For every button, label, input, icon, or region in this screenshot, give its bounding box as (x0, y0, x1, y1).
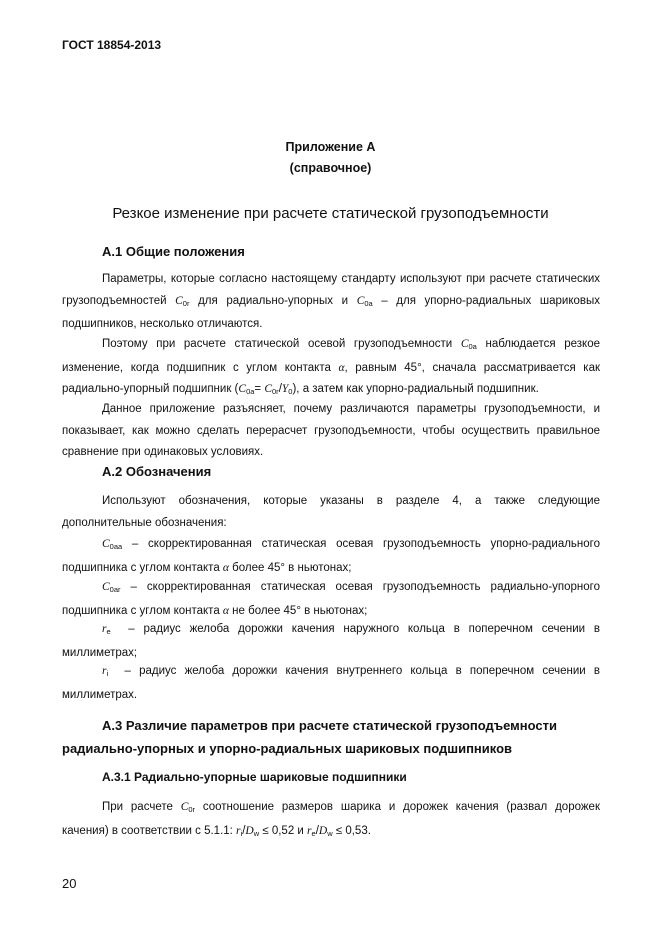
definition-re: $r_e$ – радиус желоба дорожки качения наружного кольца в поперечном сечении в миллиметрах; (62, 623, 600, 659)
paragraph-a1-3: Данное приложение разъясняет, почему различаются параметры грузоподъемности, и показывает, как можно сделать перерасчет грузоподъемности, чтобы осуществить правильное сравнение при одинаковых условиях. (62, 403, 600, 458)
section-a1-heading: А.1 Общие положения (102, 244, 245, 259)
section-a3-heading-line2: радиально-упорных и упорно-радиальных шариковых подшипников (62, 741, 513, 756)
section-a2-heading: А.2 Обозначения (102, 464, 212, 479)
definition-c0aa: $C_{0aa}$ – скорректированная статическая осевая грузоподъемность упорно-радиального подшипника с углом контакта α более 45° в ньютонах; (62, 538, 600, 574)
section-a3-heading-line1: А.3 Различие параметров при расчете статической грузоподъемности (102, 718, 557, 733)
paragraph-a2-1: Используют обозначения, которые указаны в разделе 4, а также следующие дополнительные обозначения: (62, 495, 600, 529)
definition-ri: $r_i$ – радиус желоба дорожки качения внутреннего кольца в поперечном сечении в миллиметрах. (62, 665, 600, 701)
paragraph-a1-2: Поэтому при расчете статической осевой грузоподъемности $C_{0a}$ наблюдается резкое изменение, когда подшипник с углом контакта α, равным 45°, сначала рассматривается как радиально-упорный подшипник $(C_{0a}= C_{0r}/Y_0)$, а затем как упорно-радиальный подшипник. (62, 338, 601, 396)
appendix-label: Приложение А (285, 140, 376, 154)
paragraph-a31-1: При расчете $C_{0r}$ соотношение размеров шарика и дорожек качения (развал дорожек качения) в соответствии с 5.1.1: $r_i/D_w \le 0,52$ и $r_e/D_w \le 0,53$. (62, 801, 600, 838)
page-title: Резкое изменение при расчете статической грузоподъемности (112, 205, 549, 222)
definition-c0ar: $C_{0ar}$ – скорректированная статическая осевая грузоподъемность радиально-упорного подшипника с углом контакта α не более 45° в ньютонах; (62, 581, 600, 617)
document-code: ГОСТ 18854-2013 (62, 38, 162, 52)
paragraph-a1-1: Параметры, которые согласно настоящему стандарту используют при расчете статических грузоподъемностей $C_{0r}$ для радиально-упорных и $C_{0a}$ – для упорно-радиальных шариковых подшипников, несколько отличаются. (62, 273, 601, 330)
section-a31-heading: А.3.1 Радиально-упорные шариковые подшипники (102, 770, 407, 784)
page-number: 20 (62, 876, 77, 891)
appendix-type: (справочное) (289, 161, 372, 175)
